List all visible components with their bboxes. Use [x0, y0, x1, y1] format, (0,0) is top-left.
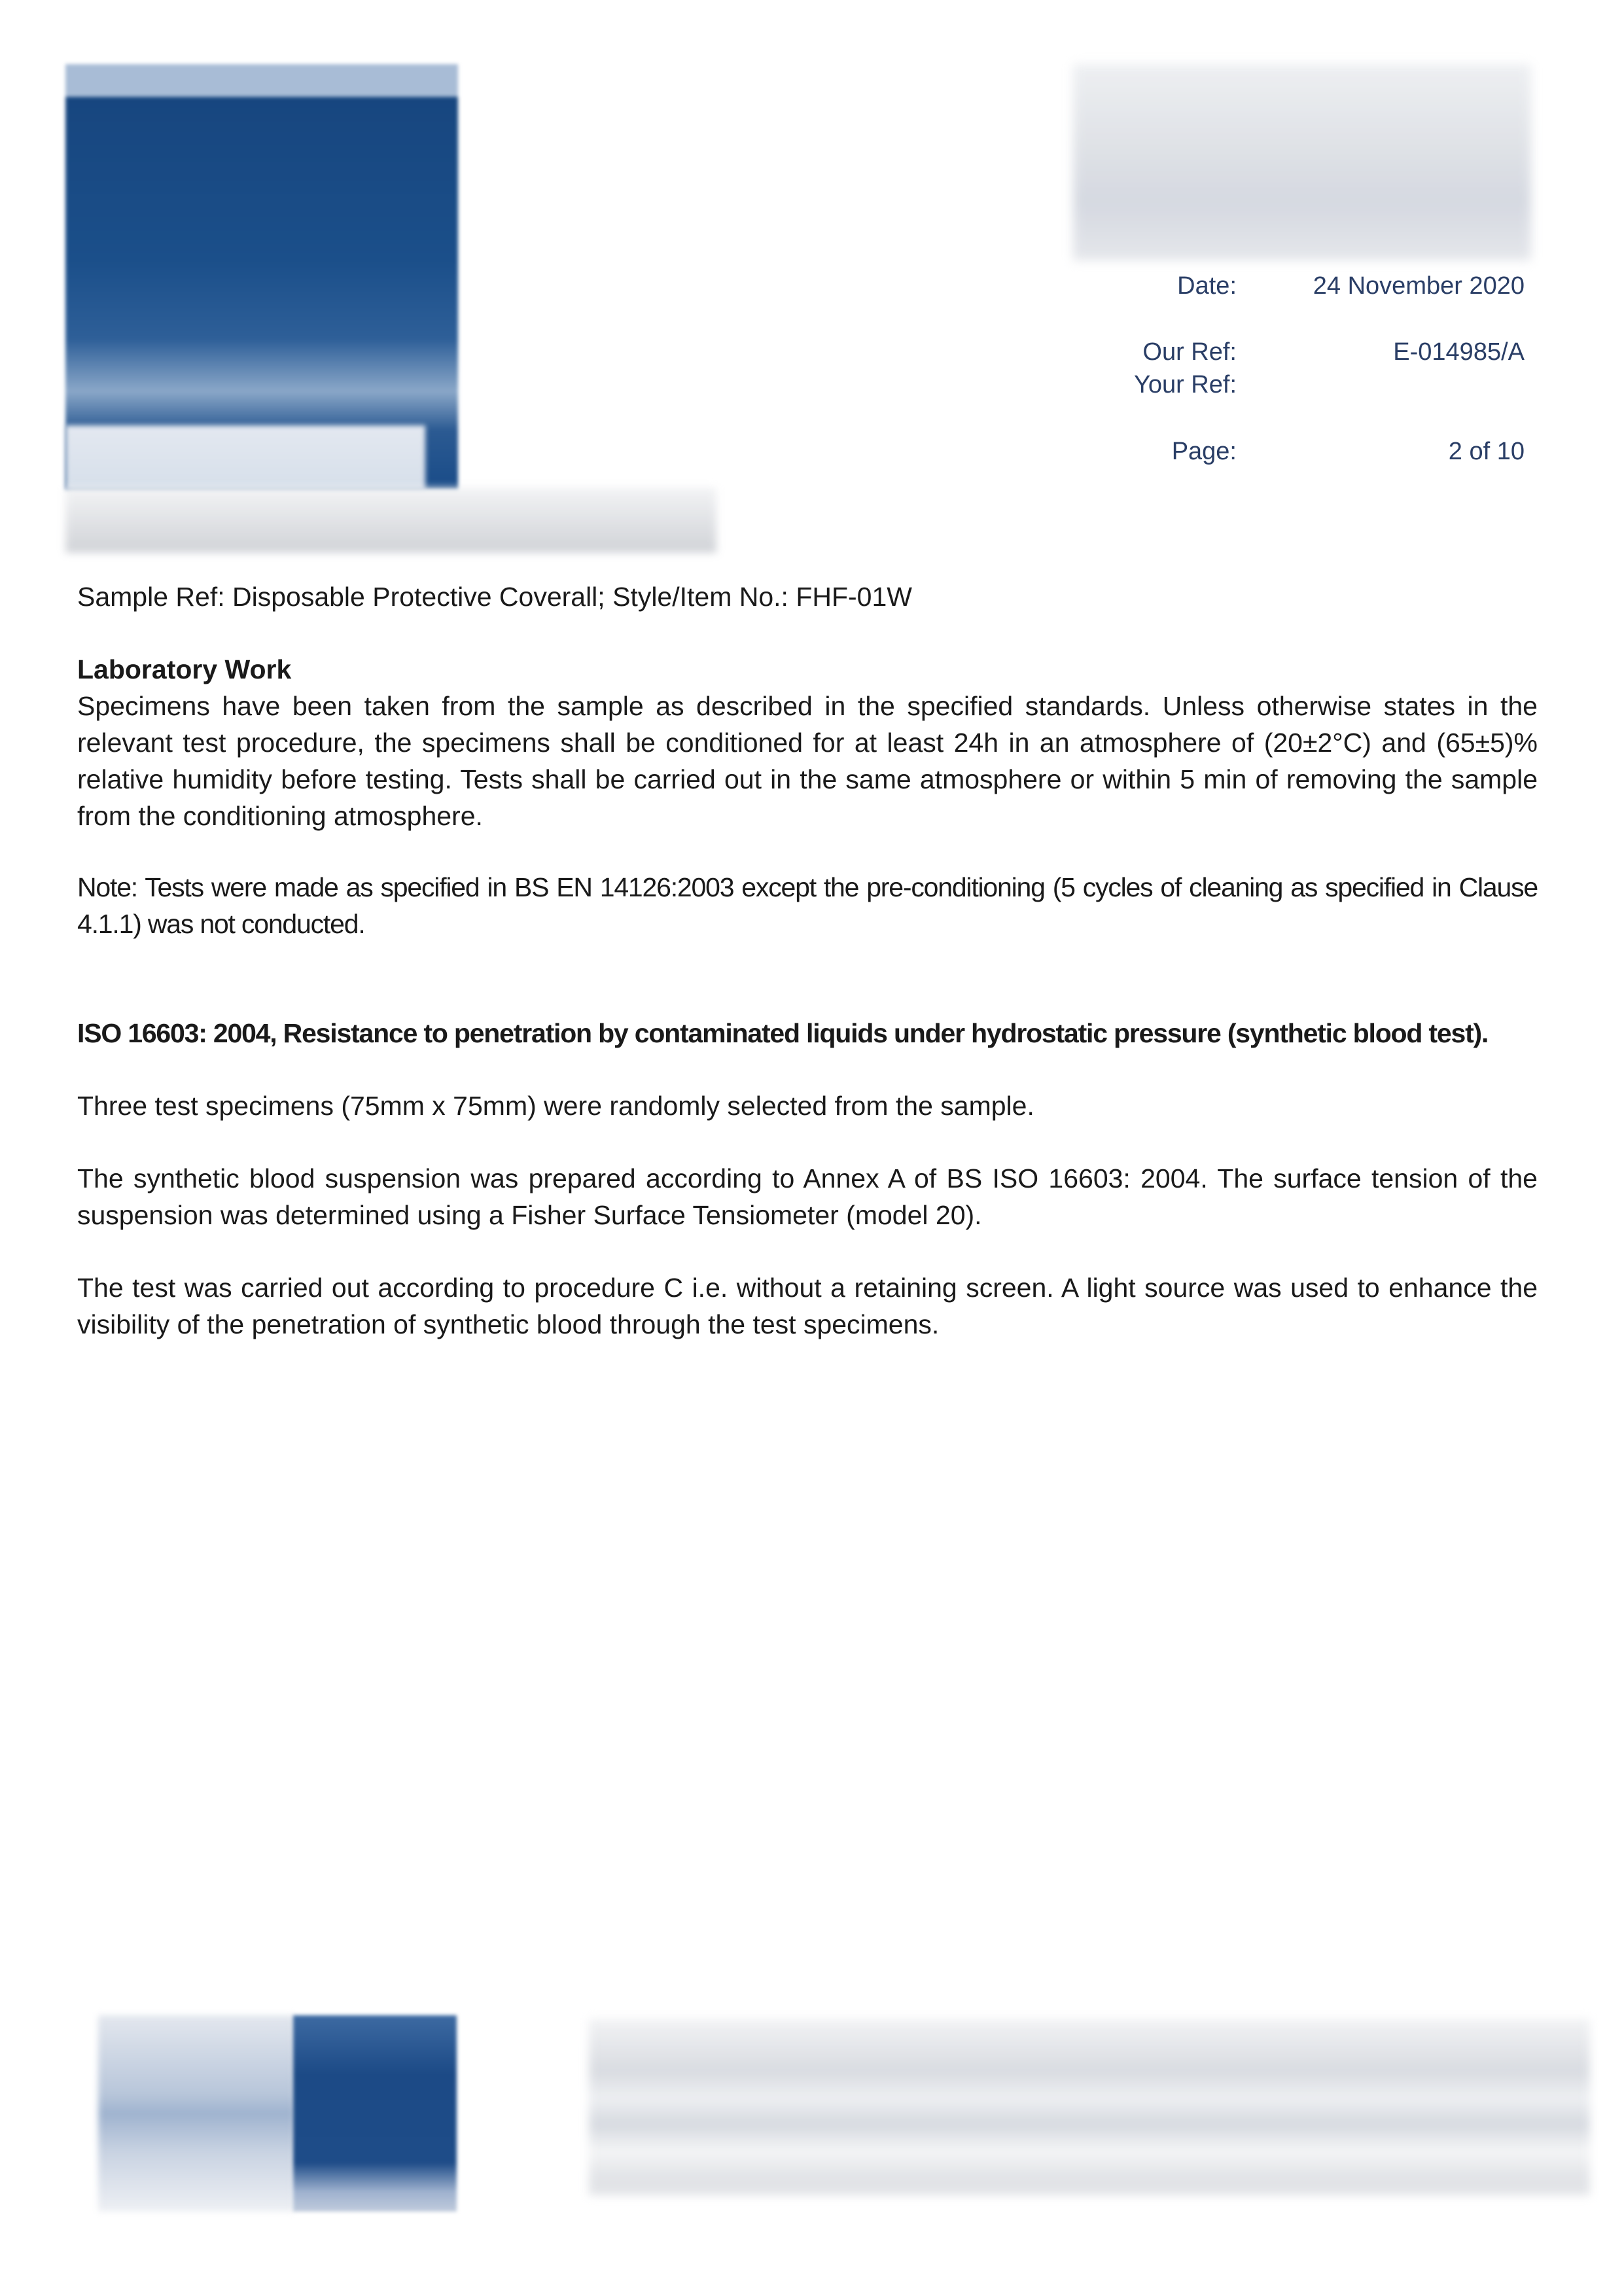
your-ref-label: Your Ref:	[1133, 371, 1237, 398]
logo-tagline-redacted	[65, 487, 716, 553]
iso-heading: ISO 16603: 2004, Resistance to penetration by contaminated liquids under hydrostatic pressure (synthetic blood test).	[77, 1018, 1489, 1048]
company-address-redacted	[1073, 64, 1531, 260]
lab-text: Specimens have been taken from the sample as described in the specified standards. Unless otherwise states in the relevant test procedure, the specimens shall be conditioned for at least 24h in an atmosphere of (20±2°C) and (65±5)% relative humidity before testing. Tests shall be carried out in the same atmosphere or within 5 min of removing the sample from the conditioning atmosphere.	[77, 691, 1538, 831]
lab-heading: Laboratory Work	[77, 654, 292, 684]
our-ref-value: E-014985/A	[1393, 338, 1525, 366]
sample-ref: Sample Ref: Disposable Protective Coverall; Style/Item No.: FHF-01W	[77, 582, 912, 612]
suspension-text: The synthetic blood suspension was prepared according to Annex A of BS ISO 16603: 2004. The surface tension of the suspension was determined using a Fisher Surface Tensiometer (model 20).	[77, 1163, 1538, 1230]
specimens-text: Three test specimens (75mm x 75mm) were randomly selected from the sample.	[77, 1091, 1034, 1121]
page-label: Page:	[1171, 438, 1237, 465]
footer-logo	[293, 2015, 457, 2212]
our-ref-label: Our Ref:	[1142, 338, 1237, 366]
footer-accreditation-logo	[98, 2015, 294, 2212]
date-value: 24 November 2020	[1313, 272, 1525, 300]
note-text: Note: Tests were made as specified in BS EN 14126:2003 except the pre-conditioning (5 cycles of cleaning as specified in Clause 4.1.1) was not conducted.	[77, 872, 1538, 939]
logo-subtitle-redacted	[65, 425, 425, 491]
procedure-text: The test was carried out according to procedure C i.e. without a retaining screen. A light source was used to enhance the visibility of the penetration of synthetic blood through the test specimens.	[77, 1273, 1538, 1339]
page-value: 2 of 10	[1448, 438, 1525, 465]
date-label: Date:	[1177, 272, 1237, 300]
footer-address-redacted	[589, 2019, 1590, 2195]
